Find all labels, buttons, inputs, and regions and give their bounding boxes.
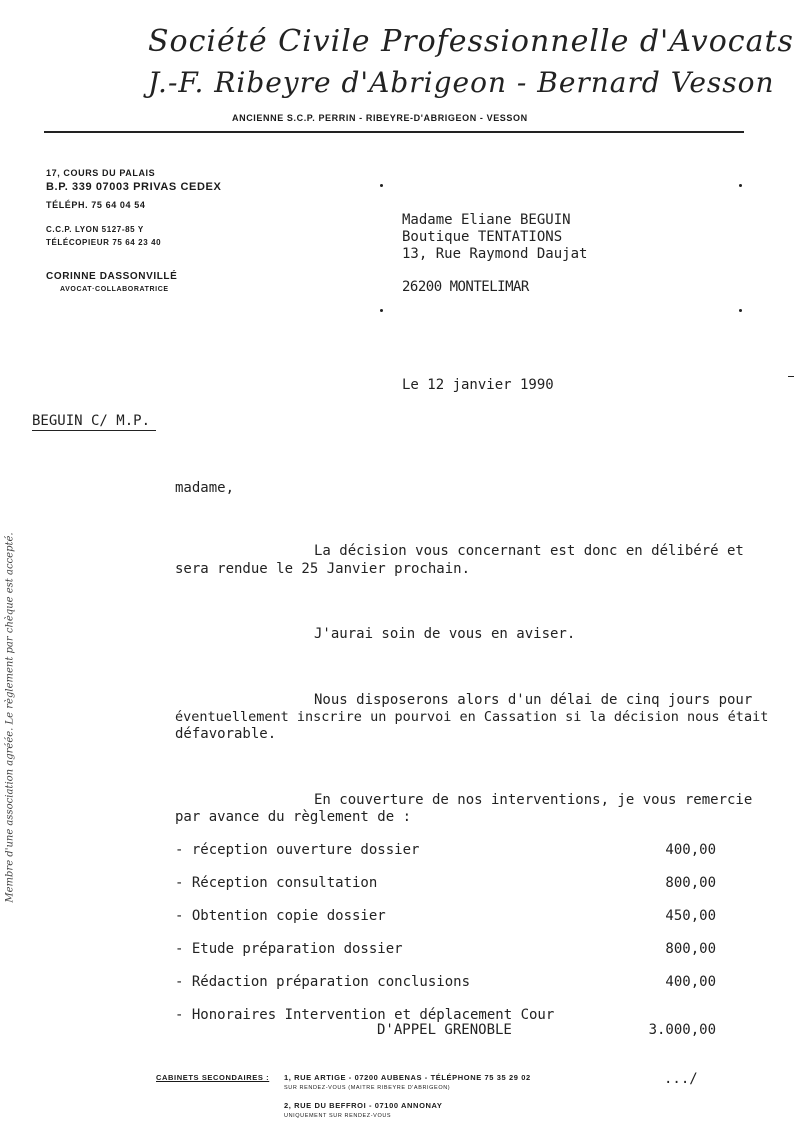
footer-office-2-note: UNIQUEMENT SUR RENDEZ-VOUS bbox=[284, 1113, 392, 1119]
paragraph-3-line-3: défavorable. bbox=[175, 726, 277, 742]
lawyer-name: CORINNE DASSONVILLÉ bbox=[46, 271, 178, 282]
fee-item-amount: 3.000,00 bbox=[648, 1022, 716, 1038]
fee-item-amount: 400,00 bbox=[665, 842, 716, 858]
paragraph-1-line-2: sera rendue le 25 Janvier prochain. bbox=[175, 561, 471, 577]
footer-heading: CABINETS SECONDAIRES : bbox=[156, 1073, 270, 1082]
case-reference: BEGUIN C/ M.P. bbox=[32, 413, 156, 431]
side-note: Membre d'une association agréée. Le règlement par chèque est accepté. bbox=[4, 532, 16, 903]
sender-address-line1: 17, COURS DU PALAIS bbox=[46, 168, 156, 178]
fee-item-label: - Rédaction préparation conclusions bbox=[175, 974, 471, 990]
recipient-street: 13, Rue Raymond Daujat bbox=[402, 246, 588, 262]
footer-office-2-address: 2, RUE DU BEFFROI - 07100 ANNONAY bbox=[284, 1101, 443, 1110]
lawyer-role: AVOCAT·COLLABORATRICE bbox=[60, 286, 169, 293]
fee-item-amount: 800,00 bbox=[665, 941, 716, 957]
sender-address-line2: B.P. 339 07003 PRIVAS CEDEX bbox=[46, 181, 222, 193]
sender-fax: TÉLÉCOPIEUR 75 64 23 40 bbox=[46, 238, 162, 247]
recipient-company: Boutique TENTATIONS bbox=[402, 229, 563, 245]
letter-date: Le 12 janvier 1990 bbox=[402, 377, 554, 393]
fee-item-label: - Réception consultation bbox=[175, 875, 378, 891]
fee-item-amount: 400,00 bbox=[665, 974, 716, 990]
letterhead-firm-name: Société Civile Professionnelle d'Avocats bbox=[148, 24, 794, 59]
window-mark-top-right bbox=[739, 184, 742, 187]
letterhead-former-name: ANCIENNE S.C.P. PERRIN - RIBEYRE-D'ABRIGEON - VESSON bbox=[232, 113, 528, 123]
paragraph-4-line-2: par avance du règlement de : bbox=[175, 809, 412, 825]
recipient-name: Madame Eliane BEGUIN bbox=[402, 212, 571, 228]
footer-office-1-address: 1, RUE ARTIGE - 07200 AUBENAS - TÉLÉPHONE 75 35 29 02 bbox=[284, 1073, 531, 1082]
fee-item-amount: 450,00 bbox=[665, 908, 716, 924]
footer-office-1-note: SUR RENDEZ-VOUS (MAITRE RIBEYRE D'ABRIGEON) bbox=[284, 1085, 451, 1091]
window-mark-bottom-right bbox=[739, 309, 742, 312]
paragraph-4-line-1: En couverture de nos interventions, je vous remercie bbox=[314, 792, 753, 808]
letterhead-partners: J.-F. Ribeyre d'Abrigeon - Bernard Vesson bbox=[148, 66, 775, 99]
fee-item-amount: 800,00 bbox=[665, 875, 716, 891]
fee-item-label-continued: D'APPEL GRENOBLE bbox=[377, 1022, 512, 1038]
sender-ccp: C.C.P. LYON 5127-85 Y bbox=[46, 225, 144, 234]
window-mark-top-left bbox=[380, 184, 383, 187]
recipient-city: 26200 MONTELIMAR bbox=[402, 279, 529, 295]
paragraph-2: J'aurai soin de vous en aviser. bbox=[314, 626, 576, 642]
fee-item-label: - Honoraires Intervention et déplacement Cour bbox=[175, 1007, 555, 1023]
paragraph-1-line-1: La décision vous concernant est donc en délibéré et bbox=[314, 543, 744, 559]
margin-mark bbox=[788, 376, 794, 377]
sender-phone: TÉLÉPH. 75 64 04 54 bbox=[46, 200, 146, 210]
fee-item-label: - Obtention copie dossier bbox=[175, 908, 386, 924]
paragraph-3-line-2: éventuellement inscrire un pourvoi en Cassation si la décision nous était bbox=[175, 709, 769, 725]
fee-item-label: - réception ouverture dossier bbox=[175, 842, 420, 858]
salutation: madame, bbox=[175, 480, 235, 496]
paragraph-3-line-1: Nous disposerons alors d'un délai de cinq jours pour bbox=[314, 692, 753, 708]
window-mark-bottom-left bbox=[380, 309, 383, 312]
continuation-mark: .../ bbox=[664, 1071, 698, 1087]
fee-item-label: - Etude préparation dossier bbox=[175, 941, 403, 957]
letterhead-rule bbox=[44, 131, 744, 133]
